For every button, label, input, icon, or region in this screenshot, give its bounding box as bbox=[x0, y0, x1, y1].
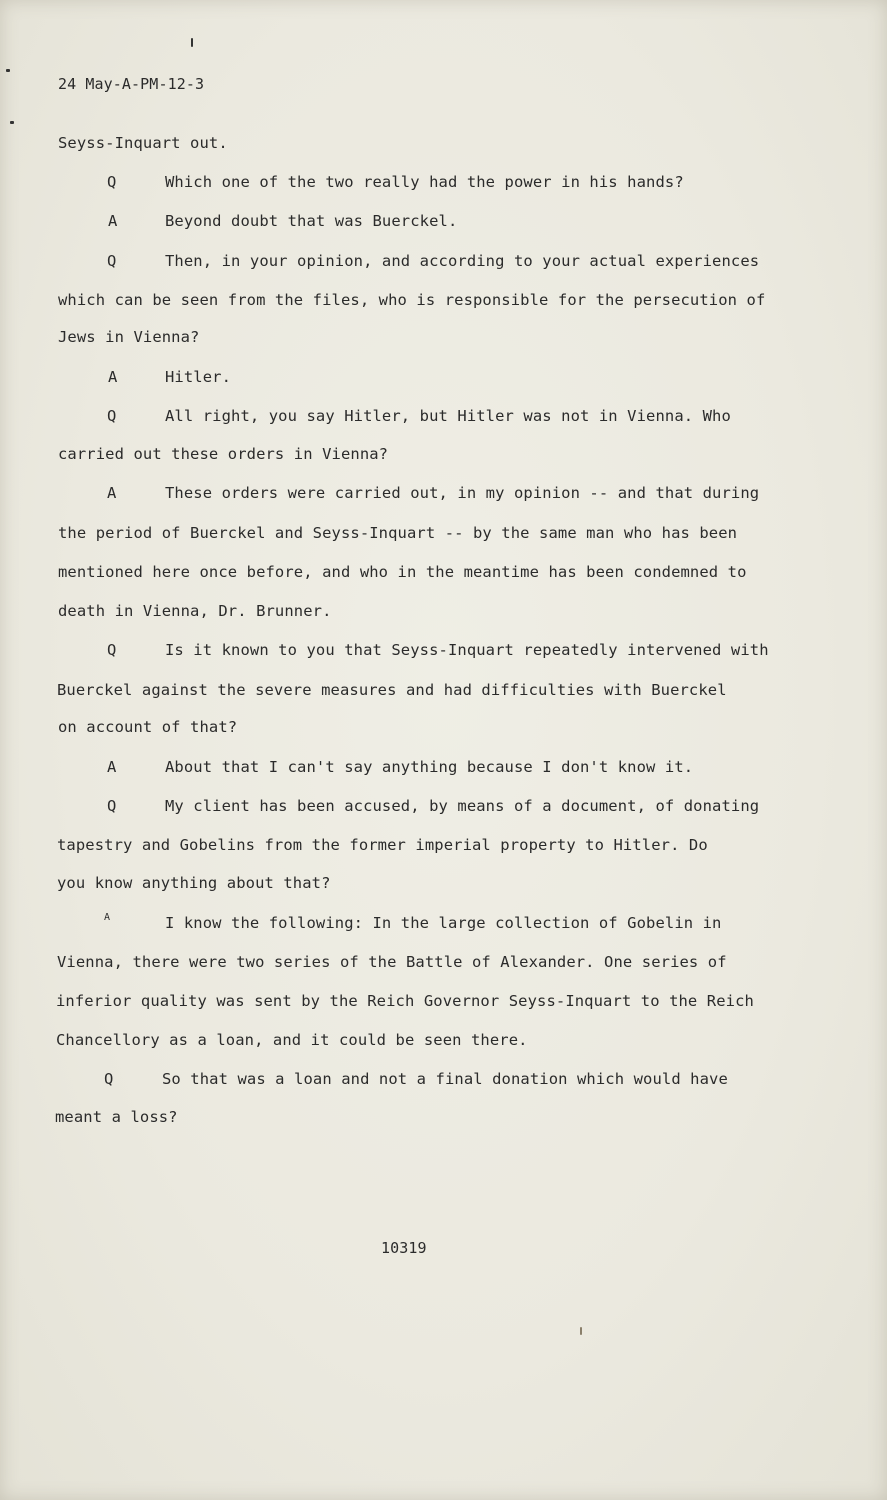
speaker-label: A bbox=[107, 484, 117, 502]
page-number: 10319 bbox=[381, 1239, 427, 1257]
speaker-label: Q bbox=[107, 797, 117, 815]
transcript-line: Hitler. bbox=[165, 368, 232, 386]
transcript-line: on account of that? bbox=[58, 718, 238, 736]
transcript-line: About that I can't say anything because I don't know it. bbox=[165, 758, 694, 776]
transcript-line: carried out these orders in Vienna? bbox=[58, 445, 389, 463]
transcript-line: Seyss-Inquart out. bbox=[58, 134, 228, 152]
page-header: 24 May-A-PM-12-3 bbox=[58, 75, 205, 93]
transcript-line: you know anything about that? bbox=[57, 874, 331, 892]
paper-mark bbox=[191, 38, 193, 47]
paper-mark bbox=[580, 1327, 582, 1335]
transcript-line: mentioned here once before, and who in the meantime has been condemned to bbox=[58, 563, 747, 581]
speaker-label: Q bbox=[104, 1070, 114, 1088]
transcript-line: meant a loss? bbox=[55, 1108, 178, 1126]
transcript-line: Chancellory as a loan, and it could be seen there. bbox=[56, 1031, 528, 1049]
transcript-line: inferior quality was sent by the Reich Governor Seyss-Inquart to the Reich bbox=[56, 992, 754, 1010]
transcript-line: which can be seen from the files, who is responsible for the persecution of bbox=[58, 291, 766, 309]
transcript-line: Jews in Vienna? bbox=[58, 328, 200, 346]
transcript-line: death in Vienna, Dr. Brunner. bbox=[58, 602, 332, 620]
transcript-line: Which one of the two really had the power in his hands? bbox=[165, 173, 684, 191]
speaker-label: A bbox=[108, 212, 118, 230]
speaker-label: A bbox=[108, 368, 118, 386]
speaker-label: Q bbox=[107, 252, 117, 270]
speaker-label: Q bbox=[107, 173, 117, 191]
transcript-line: tapestry and Gobelins from the former imperial property to Hitler. Do bbox=[57, 836, 708, 854]
speaker-label: Q bbox=[107, 407, 117, 425]
transcript-line: These orders were carried out, in my opinion -- and that during bbox=[165, 484, 760, 502]
transcript-line: Vienna, there were two series of the Battle of Alexander. One series of bbox=[57, 953, 727, 971]
paper-mark bbox=[6, 69, 10, 72]
transcript-line: All right, you say Hitler, but Hitler was not in Vienna. Who bbox=[165, 407, 731, 425]
speaker-label: A bbox=[104, 912, 111, 923]
transcript-line: My client has been accused, by means of a document, of donating bbox=[165, 797, 760, 815]
speaker-label: A bbox=[107, 758, 117, 776]
transcript-line: Then, in your opinion, and according to your actual experiences bbox=[165, 252, 760, 270]
speaker-label: Q bbox=[107, 641, 117, 659]
transcript-line: Is it known to you that Seyss-Inquart repeatedly intervened with bbox=[165, 641, 769, 659]
transcript-line: Beyond doubt that was Buerckel. bbox=[165, 212, 458, 230]
transcript-line: I know the following: In the large collection of Gobelin in bbox=[165, 914, 722, 932]
transcript-line: the period of Buerckel and Seyss-Inquart -- by the same man who has been bbox=[58, 524, 738, 542]
paper-mark bbox=[10, 121, 14, 124]
transcript-line: So that was a loan and not a final donation which would have bbox=[162, 1070, 728, 1088]
transcript-line: Buerckel against the severe measures and had difficulties with Buerckel bbox=[57, 681, 727, 699]
